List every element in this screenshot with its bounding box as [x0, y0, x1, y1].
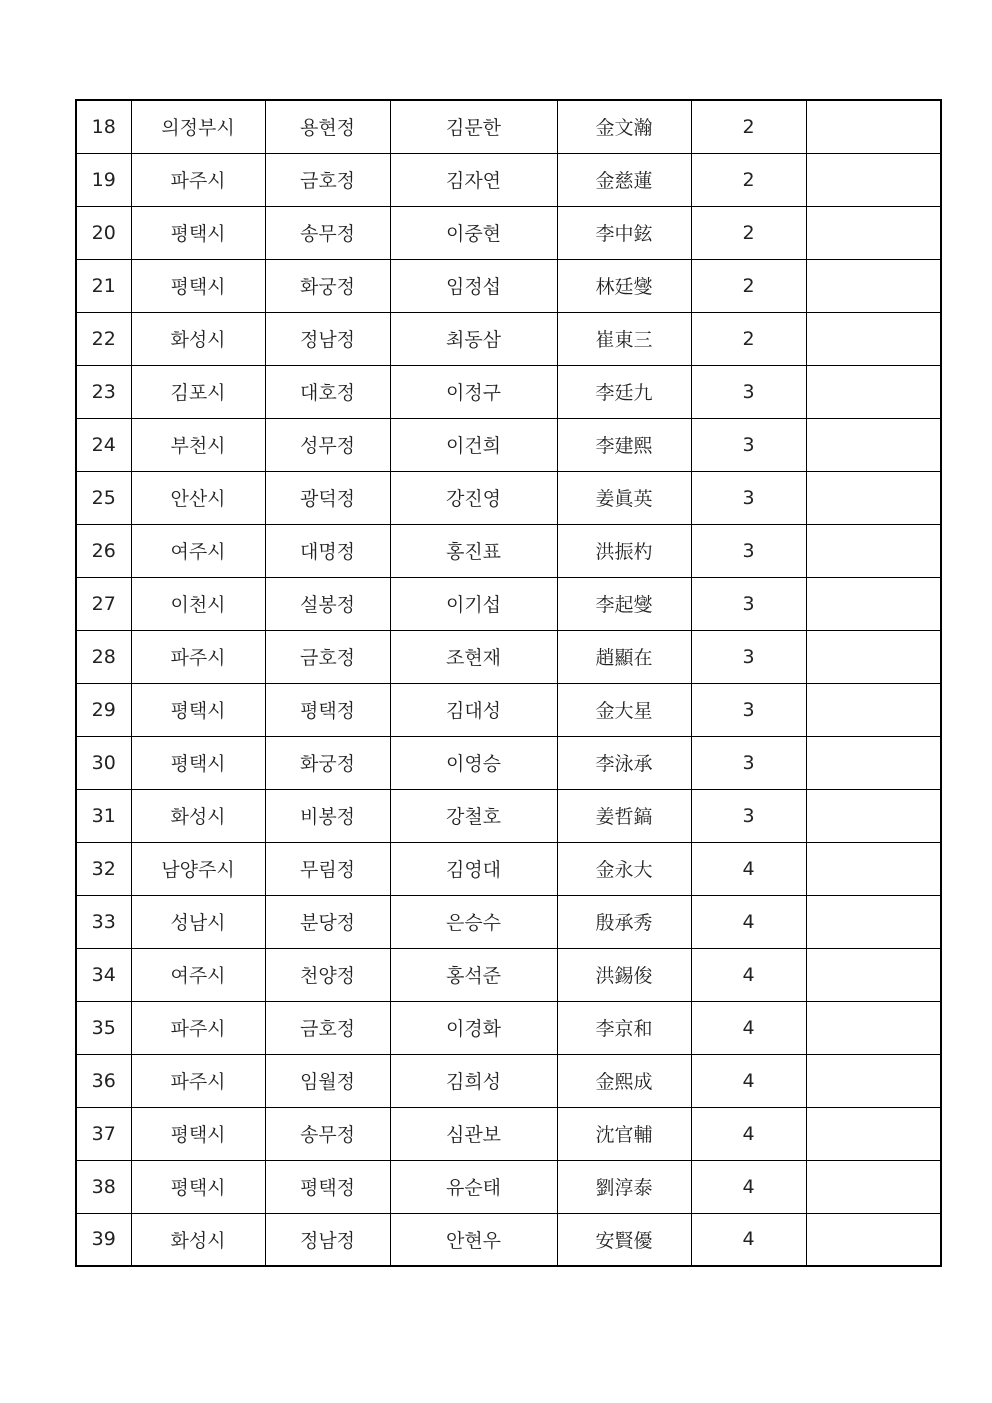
name-korean-cell: 조현재 [390, 630, 557, 683]
name-korean-cell: 이건희 [390, 418, 557, 471]
grade-cell: 4 [691, 1054, 806, 1107]
name-hanja-cell: 趙顯在 [557, 630, 691, 683]
table-row [76, 1213, 941, 1266]
grade-cell: 3 [691, 683, 806, 736]
name-korean-cell: 심관보 [390, 1107, 557, 1160]
row-number: 33 [76, 895, 131, 948]
name-hanja-cell: 李泳承 [557, 736, 691, 789]
pavilion-cell: 화궁정 [265, 259, 390, 312]
name-korean-cell: 이정구 [390, 365, 557, 418]
note-cell [806, 895, 941, 948]
grade-cell: 3 [691, 577, 806, 630]
pavilion-cell: 광덕정 [265, 471, 390, 524]
note-cell [806, 418, 941, 471]
name-hanja-cell: 金永大 [557, 842, 691, 895]
pavilion-cell: 성무정 [265, 418, 390, 471]
name-hanja-cell: 殷承秀 [557, 895, 691, 948]
grade-cell: 2 [691, 259, 806, 312]
grade-cell: 3 [691, 789, 806, 842]
table-row [76, 1001, 941, 1054]
grade-cell: 2 [691, 153, 806, 206]
note-cell [806, 206, 941, 259]
row-number: 35 [76, 1001, 131, 1054]
city-cell: 부천시 [131, 418, 265, 471]
grade-cell: 3 [691, 365, 806, 418]
pavilion-cell: 평택정 [265, 1160, 390, 1213]
city-cell: 김포시 [131, 365, 265, 418]
city-cell: 파주시 [131, 630, 265, 683]
name-korean-cell: 강진영 [390, 471, 557, 524]
city-cell: 파주시 [131, 153, 265, 206]
city-cell: 평택시 [131, 1107, 265, 1160]
roster-table [75, 99, 942, 1267]
table-row [76, 312, 941, 365]
row-number: 22 [76, 312, 131, 365]
name-hanja-cell: 劉淳泰 [557, 1160, 691, 1213]
name-hanja-cell: 李起燮 [557, 577, 691, 630]
note-cell [806, 789, 941, 842]
name-korean-cell: 유순태 [390, 1160, 557, 1213]
row-number: 26 [76, 524, 131, 577]
city-cell: 성남시 [131, 895, 265, 948]
row-number: 19 [76, 153, 131, 206]
table-row [76, 577, 941, 630]
grade-cell: 4 [691, 842, 806, 895]
note-cell [806, 1107, 941, 1160]
name-hanja-cell: 洪錫俊 [557, 948, 691, 1001]
table-row [76, 259, 941, 312]
pavilion-cell: 금호정 [265, 630, 390, 683]
note-cell [806, 630, 941, 683]
name-korean-cell: 김희성 [390, 1054, 557, 1107]
grade-cell: 2 [691, 206, 806, 259]
table-row [76, 1160, 941, 1213]
name-hanja-cell: 金慈蓮 [557, 153, 691, 206]
row-number: 24 [76, 418, 131, 471]
note-cell [806, 577, 941, 630]
city-cell: 안산시 [131, 471, 265, 524]
grade-cell: 4 [691, 895, 806, 948]
row-number: 27 [76, 577, 131, 630]
name-hanja-cell: 金大星 [557, 683, 691, 736]
table-row [76, 683, 941, 736]
pavilion-cell: 정남정 [265, 1213, 390, 1266]
note-cell [806, 365, 941, 418]
city-cell: 남양주시 [131, 842, 265, 895]
name-korean-cell: 임정섭 [390, 259, 557, 312]
pavilion-cell: 송무정 [265, 1107, 390, 1160]
table-row [76, 948, 941, 1001]
city-cell: 평택시 [131, 683, 265, 736]
city-cell: 화성시 [131, 789, 265, 842]
grade-cell: 4 [691, 1001, 806, 1054]
pavilion-cell: 대명정 [265, 524, 390, 577]
name-korean-cell: 이영승 [390, 736, 557, 789]
pavilion-cell: 금호정 [265, 153, 390, 206]
name-hanja-cell: 洪振杓 [557, 524, 691, 577]
pavilion-cell: 정남정 [265, 312, 390, 365]
roster-body [76, 100, 941, 1266]
pavilion-cell: 임월정 [265, 1054, 390, 1107]
city-cell: 평택시 [131, 1160, 265, 1213]
row-number: 30 [76, 736, 131, 789]
note-cell [806, 471, 941, 524]
row-number: 34 [76, 948, 131, 1001]
name-korean-cell: 강철호 [390, 789, 557, 842]
name-hanja-cell: 姜眞英 [557, 471, 691, 524]
city-cell: 파주시 [131, 1001, 265, 1054]
row-number: 20 [76, 206, 131, 259]
city-cell: 평택시 [131, 259, 265, 312]
table-row [76, 206, 941, 259]
name-korean-cell: 은승수 [390, 895, 557, 948]
note-cell [806, 1213, 941, 1266]
note-cell [806, 948, 941, 1001]
row-number: 21 [76, 259, 131, 312]
note-cell [806, 842, 941, 895]
note-cell [806, 153, 941, 206]
name-hanja-cell: 姜哲鎬 [557, 789, 691, 842]
pavilion-cell: 분당정 [265, 895, 390, 948]
grade-cell: 3 [691, 630, 806, 683]
note-cell [806, 312, 941, 365]
table-row [76, 524, 941, 577]
table-row [76, 630, 941, 683]
name-hanja-cell: 李建熙 [557, 418, 691, 471]
city-cell: 화성시 [131, 312, 265, 365]
row-number: 32 [76, 842, 131, 895]
grade-cell: 2 [691, 312, 806, 365]
name-hanja-cell: 安賢優 [557, 1213, 691, 1266]
table-row [76, 365, 941, 418]
grade-cell: 2 [691, 100, 806, 153]
city-cell: 여주시 [131, 948, 265, 1001]
row-number: 23 [76, 365, 131, 418]
city-cell: 여주시 [131, 524, 265, 577]
table-row [76, 895, 941, 948]
table-row [76, 1107, 941, 1160]
grade-cell: 3 [691, 418, 806, 471]
row-number: 31 [76, 789, 131, 842]
note-cell [806, 1001, 941, 1054]
name-korean-cell: 김대성 [390, 683, 557, 736]
note-cell [806, 1054, 941, 1107]
table-row [76, 842, 941, 895]
row-number: 38 [76, 1160, 131, 1213]
table-row [76, 153, 941, 206]
row-number: 18 [76, 100, 131, 153]
name-korean-cell: 이기섭 [390, 577, 557, 630]
note-cell [806, 736, 941, 789]
name-hanja-cell: 李京和 [557, 1001, 691, 1054]
city-cell: 이천시 [131, 577, 265, 630]
name-hanja-cell: 林廷燮 [557, 259, 691, 312]
pavilion-cell: 송무정 [265, 206, 390, 259]
note-cell [806, 524, 941, 577]
city-cell: 파주시 [131, 1054, 265, 1107]
table-row [76, 471, 941, 524]
roster-sheet [75, 99, 940, 1267]
name-hanja-cell: 沈官輔 [557, 1107, 691, 1160]
name-korean-cell: 이중현 [390, 206, 557, 259]
name-korean-cell: 최동삼 [390, 312, 557, 365]
row-number: 25 [76, 471, 131, 524]
row-number: 36 [76, 1054, 131, 1107]
row-number: 37 [76, 1107, 131, 1160]
pavilion-cell: 용현정 [265, 100, 390, 153]
name-korean-cell: 홍석준 [390, 948, 557, 1001]
note-cell [806, 100, 941, 153]
name-korean-cell: 홍진표 [390, 524, 557, 577]
name-korean-cell: 이경화 [390, 1001, 557, 1054]
table-row [76, 418, 941, 471]
name-hanja-cell: 李中鉉 [557, 206, 691, 259]
name-hanja-cell: 李廷九 [557, 365, 691, 418]
pavilion-cell: 평택정 [265, 683, 390, 736]
pavilion-cell: 대호정 [265, 365, 390, 418]
grade-cell: 4 [691, 948, 806, 1001]
grade-cell: 3 [691, 736, 806, 789]
note-cell [806, 259, 941, 312]
row-number: 29 [76, 683, 131, 736]
pavilion-cell: 설봉정 [265, 577, 390, 630]
city-cell: 의정부시 [131, 100, 265, 153]
table-row [76, 100, 941, 153]
pavilion-cell: 금호정 [265, 1001, 390, 1054]
name-korean-cell: 김영대 [390, 842, 557, 895]
note-cell [806, 1160, 941, 1213]
name-korean-cell: 김문한 [390, 100, 557, 153]
grade-cell: 4 [691, 1213, 806, 1266]
table-row [76, 1054, 941, 1107]
city-cell: 평택시 [131, 736, 265, 789]
pavilion-cell: 무림정 [265, 842, 390, 895]
city-cell: 평택시 [131, 206, 265, 259]
name-korean-cell: 안현우 [390, 1213, 557, 1266]
grade-cell: 3 [691, 524, 806, 577]
city-cell: 화성시 [131, 1213, 265, 1266]
name-korean-cell: 김자연 [390, 153, 557, 206]
name-hanja-cell: 崔東三 [557, 312, 691, 365]
name-hanja-cell: 金熙成 [557, 1054, 691, 1107]
table-row [76, 789, 941, 842]
name-hanja-cell: 金文瀚 [557, 100, 691, 153]
pavilion-cell: 비봉정 [265, 789, 390, 842]
row-number: 28 [76, 630, 131, 683]
grade-cell: 3 [691, 471, 806, 524]
row-number: 39 [76, 1213, 131, 1266]
pavilion-cell: 화궁정 [265, 736, 390, 789]
table-row [76, 736, 941, 789]
grade-cell: 4 [691, 1160, 806, 1213]
grade-cell: 4 [691, 1107, 806, 1160]
pavilion-cell: 천양정 [265, 948, 390, 1001]
note-cell [806, 683, 941, 736]
